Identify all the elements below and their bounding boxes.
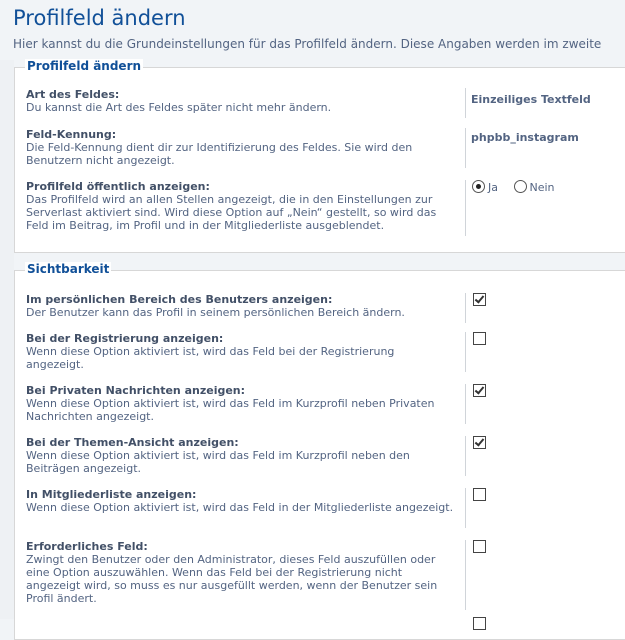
visibility-option-description: Wenn diese Option aktiviert ist, wird das Feld im Kurzprofil neben den Beiträgen angezeigt. [26, 449, 410, 475]
row-divider [465, 332, 466, 372]
row-divider [465, 540, 466, 610]
field-ident-label: Feld-Kennung: [26, 128, 117, 141]
field-ident-value: phpbb_instagram [471, 131, 579, 144]
row-divider [465, 128, 466, 168]
visibility-option-label: In Mitgliederliste anzeigen: [26, 488, 197, 501]
field-type-description: Du kannst die Art des Feldes später nicht mehr ändern. [26, 101, 332, 114]
visibility-option-label: Bei der Themen-Ansicht anzeigen: [26, 436, 239, 449]
checkbox-required[interactable] [473, 540, 486, 553]
panel-legend-visibility: Sichtbarkeit [27, 262, 110, 276]
field-type-value: Einzeiliges Textfeld [471, 93, 591, 106]
row-divider [465, 88, 466, 118]
page-title: Profilfeld ändern [13, 6, 186, 30]
checkbox-private-messages[interactable] [473, 384, 486, 397]
row-divider [465, 384, 466, 424]
row-divider [465, 488, 466, 528]
row-divider [465, 293, 466, 323]
field-ident-description: Die Feld-Kennung dient dir zur Identifizierung des Feldes. Sie wird den Benutzern nicht angezeigt. [26, 141, 413, 167]
page-intro: Hier kannst du die Grundeinstellungen für das Profilfeld ändern. Diese Angaben werden im zweite [13, 37, 602, 51]
public-yes-label[interactable]: Ja [488, 181, 498, 194]
public-no-label[interactable]: Nein [529, 181, 555, 194]
checkbox-topic-view[interactable] [473, 436, 486, 449]
visibility-option-label: Im persönlichen Bereich des Benutzers anzeigen: [26, 293, 333, 306]
row-divider [465, 180, 466, 236]
public-no-radio[interactable] [514, 180, 527, 193]
visibility-option-description: Zwingt den Benutzer oder den Administrator, dieses Feld auszufüllen oder eine Option auszuwählen. Wenn das Feld bei der Registrierung nicht angezeigt wird, so muss es nur ausgefüllt werden, wenn der Benutzer sein Profil ändert. [26, 553, 438, 605]
visibility-panel [14, 262, 625, 640]
checkbox-registration[interactable] [473, 332, 486, 345]
checkbox-member-list[interactable] [473, 488, 486, 501]
visibility-option-label: Bei der Registrierung anzeigen: [26, 332, 224, 345]
visibility-option-label: Erforderliches Feld: [26, 540, 148, 553]
public-description: Das Profilfeld wird an allen Stellen angezeigt, die in den Einstellungen zur Serverlast aktiviert sind. Wird diese Option auf „Nein“ gestellt, so wird das Feld im Beitrag, im Profil und in der Mitgliederliste ausgeblendet. [26, 193, 437, 232]
panel-legend-general: Profilfeld ändern [27, 59, 142, 73]
field-type-label: Art des Feldes: [26, 88, 120, 101]
visibility-option-label: Bei Privaten Nachrichten anzeigen: [26, 384, 246, 397]
public-yes-radio[interactable] [472, 180, 485, 193]
visibility-option-description: Der Benutzer kann das Profil in seinem persönlichen Bereich ändern. [26, 306, 405, 319]
visibility-option-description: Wenn diese Option aktiviert ist, wird das Feld in der Mitgliederliste angezeigt. [26, 501, 454, 514]
general-settings-panel [14, 59, 625, 253]
row-divider [465, 436, 466, 476]
public-label: Profilfeld öffentlich anzeigen: [26, 180, 210, 193]
left-margin [0, 60, 14, 619]
checkbox-ucp[interactable] [473, 293, 486, 306]
visibility-option-description: Wenn diese Option aktiviert ist, wird das Feld bei der Registrierung angezeigt. [26, 345, 395, 371]
visibility-option-description: Wenn diese Option aktiviert ist, wird das Feld im Kurzprofil neben Privaten Nachrichten angezeigt. [26, 397, 435, 423]
